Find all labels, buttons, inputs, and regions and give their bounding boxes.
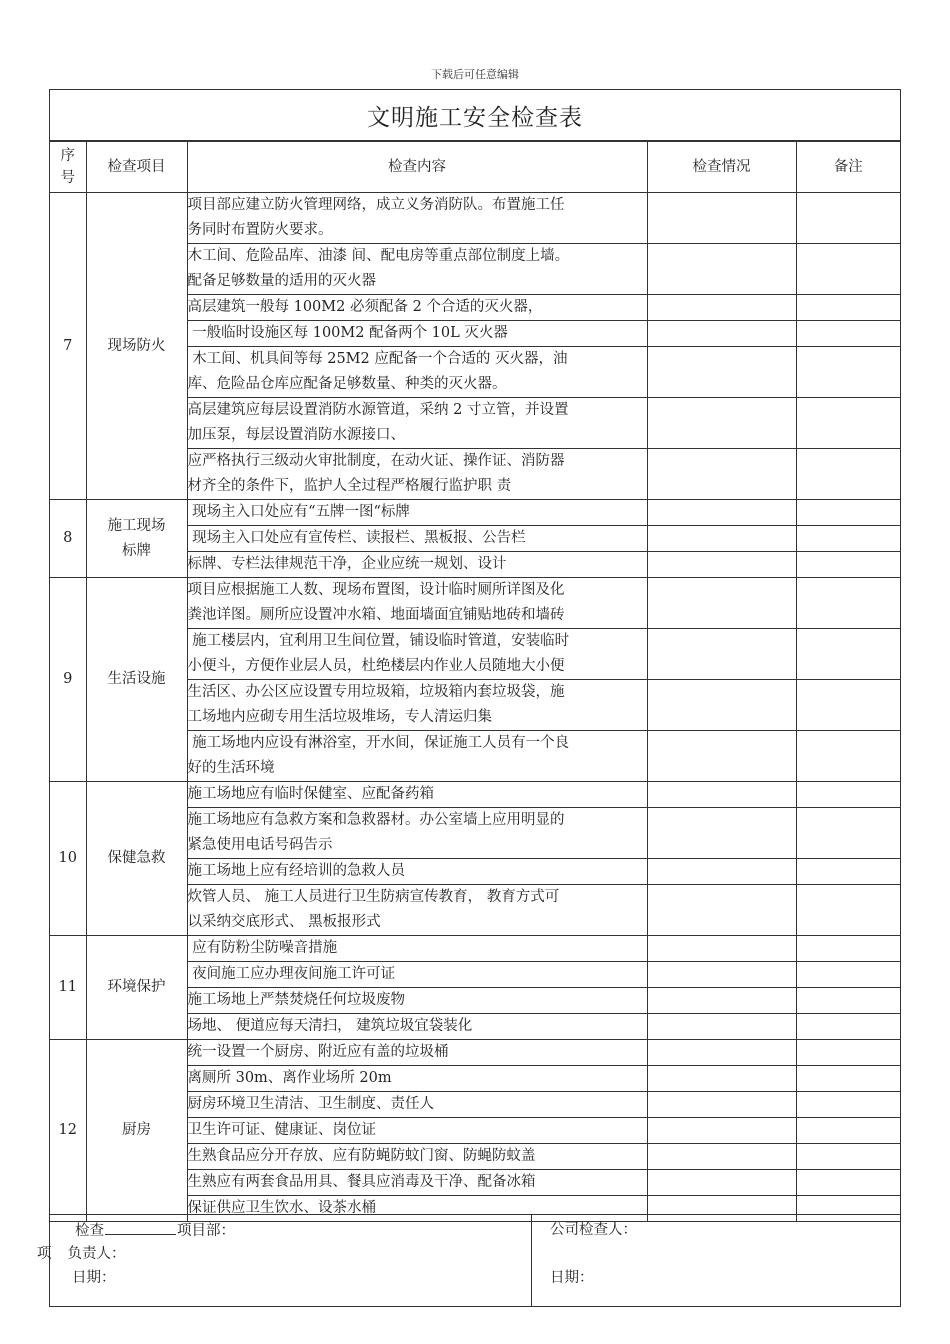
check-content-line: 一般临时设施区每 100M2 配备两个 10L 灭火器 <box>187 325 508 341</box>
check-content-line: 应严格执行三级动火审批制度，在动火证、操作证、消防器 <box>187 453 565 469</box>
remark-cell[interactable] <box>796 321 900 347</box>
group-seq: 9 <box>50 578 86 782</box>
status-cell[interactable] <box>647 936 796 962</box>
check-blank-line[interactable] <box>105 1220 176 1235</box>
check-content-line: 施工场地内应设有淋浴室，开水间，保证施工人员有一个良 <box>187 735 570 751</box>
check-content-line: 以采纳交底形式、 黑板报形式 <box>187 914 381 930</box>
remark-cell[interactable] <box>796 449 900 500</box>
status-cell[interactable] <box>647 808 796 859</box>
status-cell[interactable] <box>647 629 796 680</box>
check-content-line: 生熟应有两套食品用具、餐具应消毒及干净、配备冰箱 <box>187 1174 536 1190</box>
inspection-table <box>50 141 900 1222</box>
status-cell[interactable] <box>647 962 796 988</box>
check-content-line: 施工楼层内，宜利用卫生间位置，铺设临时管道，安装临时 <box>187 633 570 649</box>
remark-cell[interactable] <box>796 398 900 449</box>
date-left: 日期： <box>72 1270 116 1286</box>
form-title: 文明施工安全检查表 <box>50 90 900 141</box>
check-content <box>187 1014 647 1040</box>
group-item <box>86 1040 187 1222</box>
check-content-line: 保证供应卫生饮水、设茶水桶 <box>187 1200 376 1216</box>
status-cell[interactable] <box>647 449 796 500</box>
check-content-line: 夜间施工应办理夜间施工许可证 <box>187 966 396 982</box>
group-item <box>86 782 187 936</box>
check-project-line <box>75 1220 235 1241</box>
status-cell[interactable] <box>647 782 796 808</box>
status-cell[interactable] <box>647 552 796 578</box>
check-content <box>187 1040 647 1066</box>
check-content <box>187 1066 647 1092</box>
status-cell[interactable] <box>647 1040 796 1066</box>
group-item <box>86 500 187 578</box>
remark-cell[interactable] <box>796 500 900 526</box>
status-cell[interactable] <box>647 1118 796 1144</box>
group-item-label: 环境保护 <box>107 979 166 995</box>
check-content <box>187 731 647 782</box>
remark-cell[interactable] <box>796 526 900 552</box>
remark-cell[interactable] <box>796 885 900 936</box>
status-cell[interactable] <box>647 859 796 885</box>
check-content-line: 炊管人员、 施工人员进行卫生防病宣传教育， 教育方式可 <box>187 889 560 905</box>
remark-cell[interactable] <box>796 629 900 680</box>
status-cell[interactable] <box>647 347 796 398</box>
group-item <box>86 193 187 500</box>
remark-cell[interactable] <box>796 859 900 885</box>
check-content-line: 生活区、办公区应设置专用垃圾箱，垃圾箱内套垃圾袋，施 <box>187 684 565 700</box>
footer-divider <box>531 1215 532 1307</box>
check-content-line: 紧急使用电话号码告示 <box>187 837 333 853</box>
group-item-label: 现场防火 <box>107 337 166 354</box>
check-content-line: 小便斗，方便作业层人员，杜绝楼层内作业人员随地大小便 <box>187 658 565 674</box>
remark-cell[interactable] <box>796 782 900 808</box>
inspection-sheet <box>37 89 901 1307</box>
check-content <box>187 962 647 988</box>
table-row <box>50 193 900 244</box>
col-header-seq <box>50 142 86 193</box>
status-cell[interactable] <box>647 244 796 295</box>
remark-cell[interactable] <box>796 552 900 578</box>
table-row <box>50 936 900 962</box>
check-content <box>187 398 647 449</box>
remark-cell[interactable] <box>796 731 900 782</box>
group-item <box>86 578 187 782</box>
check-content-line: 离厕所 30m、离作业场所 20m <box>187 1070 392 1086</box>
group-item <box>86 936 187 1040</box>
check-content <box>187 629 647 680</box>
check-content <box>187 782 647 808</box>
status-cell[interactable] <box>647 680 796 731</box>
check-content-line: 库、危险品仓库应配备足够数量、种类的灭火器。 <box>187 376 507 392</box>
remark-cell[interactable] <box>796 1170 900 1196</box>
col-header-status: 检查情况 <box>647 142 796 193</box>
group-item-label: 施工现场标牌 <box>107 517 166 559</box>
check-content-line: 施工场地应有急救方案和急救器材。办公室墙上应用明显的 <box>187 812 565 828</box>
table-row <box>50 578 900 629</box>
check-content <box>187 244 647 295</box>
remark-cell[interactable] <box>796 936 900 962</box>
check-content <box>187 1144 647 1170</box>
check-content-line: 好的生活环境 <box>187 760 275 776</box>
responsible-line <box>37 1244 126 1264</box>
status-cell[interactable] <box>647 885 796 936</box>
table-body <box>50 193 900 1222</box>
col-header-item: 检查项目 <box>86 142 187 193</box>
check-content <box>187 526 647 552</box>
check-content-line: 木工间、机具间等每 25M2 应配备一个合适的 灭火器，油 <box>187 351 568 367</box>
check-content <box>187 347 647 398</box>
check-content-line: 高层建筑一般每 100M2 必须配备 2 个合适的灭火器， <box>187 299 543 315</box>
project-label: 项目部： <box>177 1223 235 1239</box>
check-content <box>187 885 647 936</box>
signature-footer <box>37 1214 900 1307</box>
check-content <box>187 193 647 244</box>
status-cell[interactable] <box>647 1092 796 1118</box>
check-content-line: 材齐全的条件下，监护人全过程严格履行监护职 责 <box>187 478 512 494</box>
status-cell[interactable] <box>647 1014 796 1040</box>
check-content-line: 高层建筑应每层设置消防水源管道，采纳 2 寸立管，并设置 <box>187 402 569 418</box>
status-cell[interactable] <box>647 988 796 1014</box>
check-content-line: 粪池详图。厕所应设置冲水箱、地面墙面宜铺贴地砖和墙砖 <box>187 607 565 623</box>
check-content-line: 统一设置一个厨房、附近应有盖的垃圾桶 <box>187 1044 449 1060</box>
check-label: 检查 <box>75 1223 104 1239</box>
group-item-label: 生活设施 <box>107 671 166 687</box>
check-content <box>187 1170 647 1196</box>
status-cell[interactable] <box>647 321 796 347</box>
col-header-content: 检查内容 <box>187 142 647 193</box>
check-content-line: 应有防粉尘防噪音措施 <box>187 940 338 956</box>
check-content-line: 工场地内应砌专用生活垃圾堆场，专人清运归集 <box>187 709 492 725</box>
remark-cell[interactable] <box>796 347 900 398</box>
check-content-line: 场地、 便道应每天清扫， 建筑垃圾宜袋装化 <box>187 1018 473 1034</box>
remark-cell[interactable] <box>796 1040 900 1066</box>
table-header-row <box>50 142 900 193</box>
status-cell[interactable] <box>647 578 796 629</box>
group-seq: 7 <box>50 193 86 500</box>
status-cell[interactable] <box>647 1170 796 1196</box>
check-content <box>187 680 647 731</box>
remark-cell[interactable] <box>796 1118 900 1144</box>
check-content <box>187 936 647 962</box>
check-content <box>187 578 647 629</box>
check-content <box>187 295 647 321</box>
status-cell[interactable] <box>647 398 796 449</box>
check-content <box>187 321 647 347</box>
remark-cell[interactable] <box>796 578 900 629</box>
check-content-line: 加压泵，每层设置消防水源接口、 <box>187 427 405 443</box>
check-content-line: 现场主入口处应有宣传栏、读报栏、黑板报、公告栏 <box>187 530 526 546</box>
check-content <box>187 1092 647 1118</box>
check-content-line: 施工场地上应有经培训的急救人员 <box>187 863 405 879</box>
remark-cell[interactable] <box>796 295 900 321</box>
table-row <box>50 782 900 808</box>
status-cell[interactable] <box>647 500 796 526</box>
remark-cell[interactable] <box>796 1092 900 1118</box>
check-content-line: 现场主入口处应有“五牌一图“标牌 <box>187 504 410 520</box>
check-content-line: 务同时布置防火要求。 <box>187 222 333 238</box>
status-cell[interactable] <box>647 193 796 244</box>
company-inspector-label: 公司检查人： <box>550 1222 637 1238</box>
remark-cell[interactable] <box>796 680 900 731</box>
check-content-line: 项目部应建立防火管理网络，成立义务消防队。布置施工任 <box>187 197 565 213</box>
remark-cell[interactable] <box>796 1066 900 1092</box>
check-content-line: 施工场地应有临时保健室、应配备药箱 <box>187 786 434 802</box>
group-seq: 12 <box>50 1040 86 1222</box>
status-cell[interactable] <box>647 1066 796 1092</box>
remark-cell[interactable] <box>796 962 900 988</box>
check-content-line: 标牌、专栏法律规范干净，企业应统一规划、设计 <box>187 556 507 572</box>
status-cell[interactable] <box>647 1144 796 1170</box>
check-content <box>187 449 647 500</box>
status-cell[interactable] <box>647 295 796 321</box>
check-content-line: 生熟食品应分开存放、应有防蝇防蚊门窗、防蝇防蚊盖 <box>187 1148 536 1164</box>
group-item-label: 保健急救 <box>107 850 166 866</box>
remark-cell[interactable] <box>796 244 900 295</box>
xiang-char: 项 <box>37 1246 52 1262</box>
check-content-line: 项目应根据施工人数、现场布置图，设计临时厕所详图及化 <box>187 582 565 598</box>
group-item-label: 厨房 <box>122 1122 151 1138</box>
col-header-remark: 备注 <box>796 142 900 193</box>
check-content-line: 卫生许可证、健康证、岗位证 <box>187 1122 376 1138</box>
status-cell[interactable] <box>647 731 796 782</box>
date-right: 日期： <box>550 1270 594 1286</box>
responsible-label: 负责人： <box>67 1246 126 1262</box>
remark-cell[interactable] <box>796 193 900 244</box>
check-content <box>187 859 647 885</box>
remark-cell[interactable] <box>796 1014 900 1040</box>
group-seq: 8 <box>50 500 86 578</box>
check-content-line: 厨房环境卫生清洁、卫生制度、责任人 <box>187 1096 434 1112</box>
remark-cell[interactable] <box>796 808 900 859</box>
check-content <box>187 500 647 526</box>
header-note: 下载后可任意编辑 <box>431 68 519 81</box>
check-content-line: 施工场地上严禁焚烧任何垃圾废物 <box>187 992 405 1008</box>
status-cell[interactable] <box>647 526 796 552</box>
remark-cell[interactable] <box>796 988 900 1014</box>
table-row <box>50 500 900 526</box>
table-row <box>50 1040 900 1066</box>
check-content-line: 木工间、危险品库、油漆 间、配电房等重点部位制度上墙。 <box>187 248 570 264</box>
col-header-seq-text: 序号 <box>60 148 75 186</box>
group-seq: 11 <box>50 936 86 1040</box>
check-content <box>187 1118 647 1144</box>
check-content <box>187 552 647 578</box>
check-content <box>187 988 647 1014</box>
check-content-line: 配备足够数量的适用的灭火器 <box>187 273 376 289</box>
group-seq: 10 <box>50 782 86 936</box>
check-content <box>187 808 647 859</box>
remark-cell[interactable] <box>796 1144 900 1170</box>
